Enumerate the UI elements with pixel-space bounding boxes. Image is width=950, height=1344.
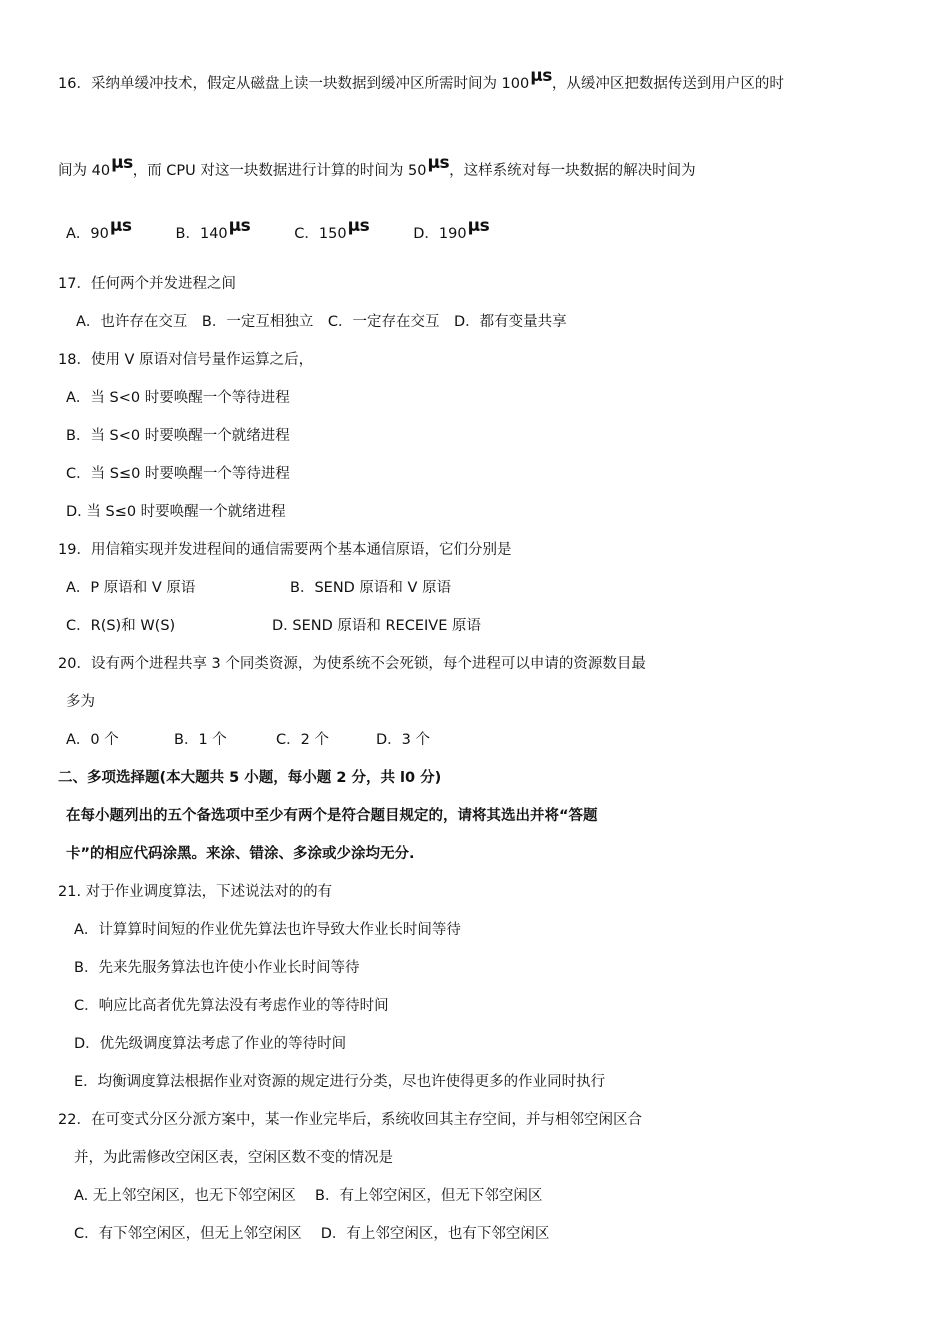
q16-stem-text-c: 间为 40 [58,163,111,179]
q16-option-a: A．90 [66,226,109,242]
q18-option-b: B．当 S<0 时要唤醒一个就绪进程 [66,428,290,444]
q16-options [66,216,489,244]
microsecond-unit: μs [109,216,132,236]
microsecond-unit: μs [467,216,490,236]
q21-option-d: D．优先级调度算法考虑了作业的等待时间 [74,1036,347,1052]
q19-option-d: D. SEND 原语和 RECEIVE 原语 [272,618,481,634]
q16-stem-line2 [58,153,696,181]
q20-option-b: B．1 个 [174,732,227,748]
q18-option-d: D. 当 S≤0 时要唤醒一个就绪进程 [66,504,286,520]
q21-option-e: E．均衡调度算法根据作业对资源的规定进行分类，尽也许使得更多的作业同时执行 [74,1074,606,1090]
q19-stem: 19．用信箱实现并发进程间的通信需要两个基本通信原语，它们分别是 [58,542,512,558]
q16-option-b: B．140 [175,226,228,242]
q21-stem: 21. 对于作业调度算法，下述说法对的的有 [58,884,333,900]
q19-option-a: A．P 原语和 V 原语 [66,580,196,596]
microsecond-unit: μs [111,153,133,173]
q18-stem: 18．使用 V 原语对信号量作运算之后， [58,352,314,368]
q20-option-c: C．2 个 [276,732,329,748]
q16-option-c: C．150 [294,226,347,242]
q22-options-line2: C．有下邻空闲区，但无上邻空闲区 D．有上邻空闲区，也有下邻空闲区 [74,1226,550,1242]
q18-option-a: A．当 S<0 时要唤醒一个等待进程 [66,390,290,406]
q22-stem-line2: 并，为此需修改空闲区表，空闲区数不变的情况是 [74,1150,393,1166]
q17-options: A．也许存在交互 B．一定互相独立 C．一定存在交互 D．都有变量共享 [76,314,567,330]
q18-option-c: C．当 S≤0 时要唤醒一个等待进程 [66,466,290,482]
q20-option-d: D．3 个 [376,732,430,748]
q16-stem-text-e: ，这样系统对每一块数据的解决时间为 [449,163,696,179]
q21-option-a: A．计算算时间短的作业优先算法也许导致大作业长时间等待 [74,922,461,938]
q17-stem: 17．任何两个并发进程之间 [58,276,236,292]
q19-option-c: C．R(S)和 W(S) [66,618,176,634]
section-heading: 二、多项选择题(本大题共 5 小题，每小题 2 分，共 l0 分) [58,770,442,786]
q21-option-b: B．先来先服务算法也许使小作业长时间等待 [74,960,360,976]
q16-option-d: D．190 [413,226,467,242]
q16-stem-text-d: ，而 CPU 对这一块数据进行计算的时间为 50 [132,163,427,179]
microsecond-unit: μs [347,216,370,236]
microsecond-unit: μs [228,216,251,236]
section-instructions-line2: 卡”的相应代码涂黑。来涂、错涂、多涂或少涂均无分. [66,846,415,862]
q19-option-b: B．SEND 原语和 V 原语 [290,580,452,596]
section-instructions-line1: 在每小题列出的五个备选项中至少有两个是符合题目规定的，请将其选出并将“答题 [66,808,598,824]
q20-option-a: A．0 个 [66,732,119,748]
q20-options [66,730,430,750]
microsecond-unit: μs [530,66,552,86]
microsecond-unit: μs [427,153,450,173]
q16-stem-text-b: ，从缓冲区把数据传送到用户区的时 [551,76,784,92]
q22-options-line1: A. 无上邻空闲区，也无下邻空闲区 B．有上邻空闲区，但无下邻空闲区 [74,1188,543,1204]
q21-option-c: C．响应比高者优先算法没有考虑作业的等待时间 [74,998,389,1014]
q20-stem-line2: 多为 [66,694,95,710]
q20-stem-line1: 20．设有两个进程共享 3 个同类资源，为使系统不会死锁，每个进程可以申请的资源数目最 [58,656,646,672]
q16-stem-text-a: 16．采纳单缓冲技术，假定从磁盘上读一块数据到缓冲区所需时间为 100 [58,76,530,92]
q16-stem-line1 [58,66,784,94]
q22-stem-line1: 22．在可变式分区分派方案中，某一作业完毕后，系统收回其主存空间，并与相邻空闲区合 [58,1112,642,1128]
